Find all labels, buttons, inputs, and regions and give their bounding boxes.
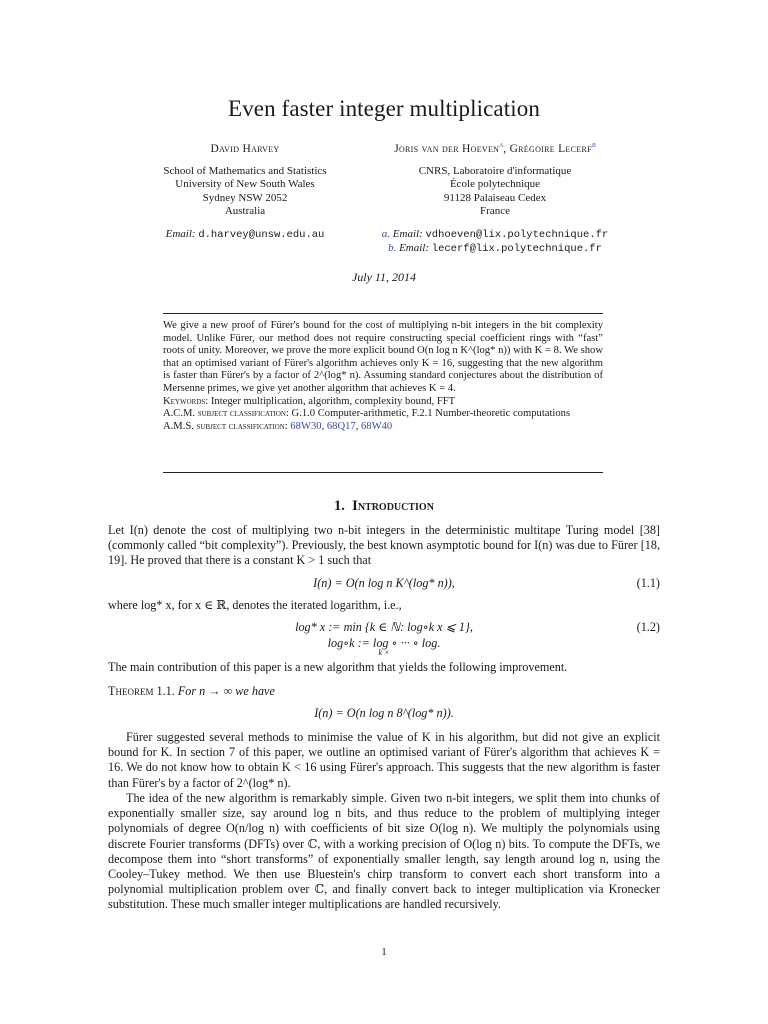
ams-line: A.M.S. subject classification: 68W30, 68Q17, 68W40 bbox=[163, 420, 393, 432]
intro-paragraph-4: Fürer suggested several methods to minimise the value of K in his algorithm, but did not give an explicit bound for K. In section 7 of this paper, we outline an optimised variant of Fürer's algorithm that achieves K = 16. We do not know how to obtain K < 16 using Fürer's approach. This suggests that the new algorithm is faster than Fürer's by a factor of 2^(log* n). bbox=[108, 730, 660, 790]
author-email-line bbox=[140, 228, 350, 243]
author-email-line bbox=[365, 228, 625, 243]
acm-text: G.1.0 Computer-arithmetic, F.2.1 Number-theoretic computations bbox=[291, 408, 571, 420]
ams-code-link[interactable]: 68W30 bbox=[290, 420, 322, 432]
author-separator: , bbox=[503, 143, 510, 155]
author-names bbox=[365, 140, 625, 157]
keywords-text: Integer multiplication, algorithm, complexity bound, FFT bbox=[210, 395, 456, 407]
affiliation-mark: a bbox=[499, 140, 504, 149]
affiliation-line: Australia bbox=[224, 205, 266, 217]
affiliation-line: University of New South Wales bbox=[175, 178, 315, 190]
abstract-top-rule bbox=[163, 313, 603, 314]
equation-text: I(n) = O(n log n 8^(log* n)). bbox=[314, 706, 454, 720]
affiliation-line: CNRS, Laboratoire d'informatique bbox=[418, 164, 572, 177]
email-label: Email: bbox=[399, 242, 430, 254]
equation-subscript: k × bbox=[378, 648, 390, 657]
affiliation-line: School of Mathematics and Statistics bbox=[163, 164, 327, 177]
email-label: Email: bbox=[165, 227, 196, 240]
author-name: Grégoire Lecerf bbox=[509, 143, 592, 155]
ams-code-link[interactable]: 68Q17 bbox=[326, 420, 356, 432]
acm-label: A.C.M. subject classification: bbox=[163, 408, 289, 420]
intro-paragraph-5: The idea of the new algorithm is remarkably simple. Given two n-bit integers, we split them into chunks of exponentially smaller size, say around log n bits, and thus reduce to the problem of multiplying integer polynomials of degree O(n/log n) with coefficients of bit size O(log n). We multiply the polynomials using discrete Fourier transforms (DFTs) over ℂ, with a working precision of O(log n) bits. To compute the DFTs, we decompose them into “short transforms” of exponentially smaller length, say length around log n, using the Cooley–Tukey method. We then use Bluestein's chirp transform to convert each short transform into a polynomial multiplication problem over ℂ, and finally convert back to integer multiplication via Kronecker substitution. These much smaller integer multiplications are handled recursively. bbox=[108, 791, 660, 912]
equation-text: I(n) = O(n log n K^(log* n)), bbox=[313, 576, 455, 590]
ams-code-link[interactable]: 68W40 bbox=[361, 420, 393, 432]
email-prefix: b. bbox=[388, 242, 397, 254]
affiliation-line: École polytechnique bbox=[449, 178, 541, 190]
author-name: Joris van der Hoeven bbox=[394, 143, 500, 155]
acm-line bbox=[163, 408, 603, 421]
abstract-text: We give a new proof of Fürer's bound for the cost of multiplying n-bit integers in the bit complexity model. Unlike Fürer, our method does not require constructing special coefficient rings with “fast” roots of unity. Moreover, we prove the more explicit bound O(n log n K^(log* n)) with K = 8. We show that an optimised variant of Fürer's algorithm achieves only K = 16, suggesting that the new algorithm is faster than Fürer's by a factor of 2^(log* n). Assuming standard conjectures about the distribution of Mersenne primes, we give yet another algorithm that achieves K = 4. bbox=[163, 320, 603, 394]
equation-text: log* x := min {k ∈ ℕ: log∘k x ⩽ 1}, bbox=[295, 620, 473, 634]
theorem-equation bbox=[108, 706, 660, 721]
affiliation-line: 91128 Palaiseau Cedex bbox=[443, 191, 547, 204]
email-address[interactable]: d.harvey@unsw.edu.au bbox=[198, 228, 325, 241]
equation-number: (1.2) bbox=[636, 620, 660, 634]
equation-number: (1.1) bbox=[636, 576, 660, 590]
theorem-1-1 bbox=[108, 684, 660, 699]
theorem-text: For n → ∞ we have bbox=[177, 684, 275, 698]
paper-title: Even faster integer multiplication bbox=[228, 96, 540, 121]
author-block-1 bbox=[140, 143, 350, 242]
equation-text: log∘k := log ∘ ··· ∘ log. bbox=[327, 636, 441, 650]
section-title: Introduction bbox=[352, 498, 434, 514]
abstract-bottom-rule bbox=[163, 472, 603, 473]
equation-1-2a bbox=[108, 620, 660, 635]
intro-paragraph-1: Let I(n) denote the cost of multiplying two n-bit integers in the deterministic multitape Turing model [38] (commonly called “bit complexity”). Previously, the best known asymptotic bound for I(n) was due to Fürer [18, 19]. He proved that there is a constant K > 1 such that bbox=[108, 523, 660, 568]
author-name: David Harvey bbox=[210, 143, 280, 155]
section-heading bbox=[0, 498, 768, 515]
theorem-label: Theorem 1.1. bbox=[108, 684, 175, 698]
paper-date: July 11, 2014 bbox=[351, 270, 417, 284]
keywords-line bbox=[163, 396, 603, 409]
affiliation-mark: b bbox=[591, 140, 596, 149]
affiliation-line: Sydney NSW 2052 bbox=[202, 191, 288, 204]
intro-paragraph-2: where log* x, for x ∈ ℝ, denotes the iterated logarithm, i.e., bbox=[108, 598, 402, 612]
page-number: 1 bbox=[381, 946, 387, 958]
equation-1-1 bbox=[108, 576, 660, 591]
ams-label: A.M.S. subject classification: bbox=[163, 420, 288, 432]
keywords-label: Keywords: bbox=[163, 395, 209, 407]
intro-paragraph-3: The main contribution of this paper is a new algorithm that yields the following improvement. bbox=[108, 660, 568, 674]
affiliation-line: France bbox=[480, 205, 510, 217]
email-address[interactable]: vdhoeven@lix.polytechnique.fr bbox=[425, 228, 609, 241]
email-address[interactable]: lecerf@lix.polytechnique.fr bbox=[431, 243, 602, 255]
author-block-2 bbox=[365, 140, 625, 257]
equation-underbrace-label bbox=[108, 648, 660, 657]
email-label: Email: bbox=[392, 227, 423, 240]
email-prefix: a. bbox=[381, 227, 391, 240]
author-email-line bbox=[365, 242, 625, 257]
section-number: 1. bbox=[334, 498, 345, 514]
abstract bbox=[163, 320, 603, 433]
